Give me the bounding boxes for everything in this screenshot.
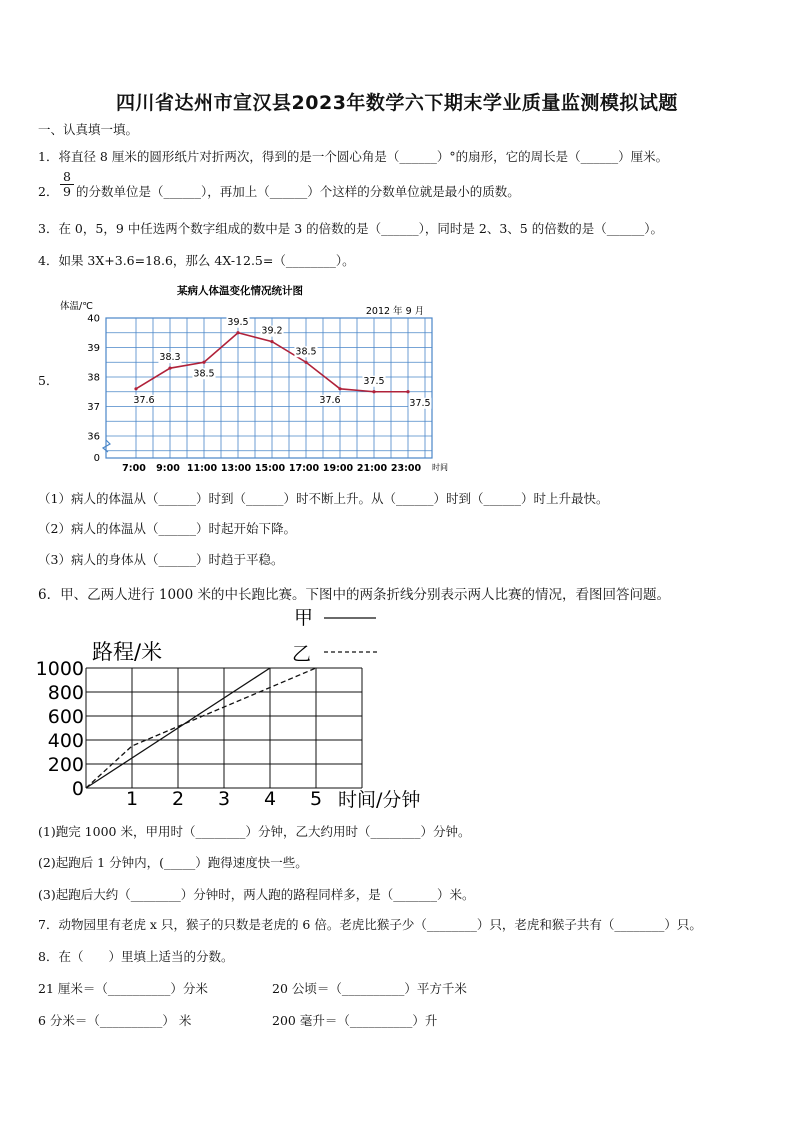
question-2-fraction — [60, 170, 74, 199]
temp-chart-data-labels — [132, 317, 431, 409]
race-y-tick: 600 — [47, 706, 84, 728]
race-legend — [292, 607, 378, 665]
question-8-item: 200 毫升＝（__________）升 — [272, 1013, 438, 1028]
race-series-yi — [86, 668, 316, 788]
question-8: 8．在（ ）里填上适当的分数。 — [38, 949, 234, 964]
race-y-tick: 0 — [71, 778, 84, 800]
temp-x-tick: 17:00 — [288, 463, 320, 474]
temp-chart-date: 2012 年 9 月 — [365, 306, 425, 317]
question-8-item: 21 厘米＝（__________）分米 — [38, 981, 208, 996]
temp-x-tick: 7:00 — [122, 463, 146, 474]
race-x-tick: 4 — [263, 788, 277, 810]
temp-data-label: 38.5 — [295, 346, 317, 358]
temp-x-tick: 11:00 — [186, 463, 218, 474]
temp-x-tick: 13:00 — [220, 463, 252, 474]
temp-y-tick: 40 — [87, 313, 100, 325]
race-y-tick: 400 — [47, 730, 84, 752]
temp-data-label: 37.6 — [319, 394, 341, 406]
race-y-tick: 200 — [47, 754, 84, 776]
temp-data-label: 38.5 — [193, 368, 215, 380]
temperature-chart — [60, 280, 460, 475]
question-5-sub2: （2）病人的体温从（______）时起开始下降。 — [38, 521, 296, 536]
race-chart-xlabel: 时间/分钟 — [338, 789, 421, 811]
legend-yi-label: 乙 — [292, 643, 312, 665]
question-2-text: 的分数单位是（______），再加上（______）个这样的分数单位就是最小的质数。 — [76, 184, 520, 199]
temp-data-point — [270, 340, 273, 343]
temp-x-tick: 23:00 — [390, 463, 422, 474]
temp-data-label: 38.3 — [159, 352, 181, 364]
temp-x-tick: 21:00 — [356, 463, 388, 474]
temp-data-label: 37.6 — [133, 394, 155, 406]
temp-chart-frame — [106, 318, 432, 458]
temp-x-tick: 9:00 — [156, 463, 180, 474]
question-6: 6．甲、乙两人进行 1000 米的中长跑比赛。下图中的两条折线分别表示两人比赛的情况，看图回答问题。 — [38, 587, 671, 603]
temp-data-point — [202, 361, 205, 364]
temp-data-label: 37.5 — [363, 375, 385, 387]
race-chart-y-ticks — [36, 658, 84, 800]
temp-data-point — [134, 387, 137, 390]
race-x-tick: 1 — [125, 788, 139, 810]
question-5-sub1: （1）病人的体温从（______）时到（______）时不断上升。从（______）时到（______）时上升最快。 — [38, 491, 609, 506]
question-4: 4．如果 3X+3.6=18.6，那么 4X-12.5=（________）。 — [38, 253, 355, 268]
temp-chart-xlabel: 时间 — [432, 463, 448, 472]
temp-y-tick: 39 — [87, 343, 100, 354]
temp-chart-grid — [103, 318, 432, 458]
question-8-item: 20 公顷＝（__________）平方千米 — [272, 981, 467, 996]
race-chart — [36, 602, 456, 814]
temp-data-point — [168, 367, 171, 370]
temp-data-label: 39.5 — [227, 316, 249, 328]
race-y-tick: 800 — [47, 682, 84, 704]
temp-chart-x-ticks — [122, 463, 421, 474]
temp-data-label: 37.5 — [409, 397, 431, 409]
race-y-tick: 1000 — [36, 658, 84, 680]
fraction-numerator: 8 — [63, 169, 71, 184]
temp-y-tick: 38 — [87, 372, 100, 384]
temp-x-tick: 15:00 — [254, 463, 286, 474]
race-x-tick: 3 — [217, 788, 231, 810]
race-chart-grid — [86, 668, 362, 788]
race-x-tick: 2 — [171, 788, 185, 810]
legend-jia-label: 甲 — [294, 607, 314, 629]
fraction-denominator: 9 — [60, 184, 74, 199]
race-chart-ylabel: 路程/米 — [92, 640, 163, 664]
temp-data-point — [406, 390, 409, 393]
page-title: 四川省达州市宣汉县2023年数学六下期末学业质量监测模拟试题 — [116, 92, 678, 114]
temp-y-tick: 37 — [87, 402, 100, 413]
race-x-tick: 5 — [309, 788, 323, 810]
temp-data-point — [236, 331, 239, 334]
question-2-number: 2． — [38, 184, 59, 199]
temp-data-point — [338, 387, 341, 390]
temp-data-point — [372, 390, 375, 393]
question-5-number: 5． — [38, 373, 59, 388]
question-3: 3．在 0，5，9 中任选两个数字组成的数中是 3 的倍数的是（______），同时是 2、3、5 的倍数的是（______）。 — [38, 221, 663, 236]
question-7: 7．动物园里有老虎 x 只，猴子的只数是老虎的 6 倍。老虎比猴子少（________）只，老虎和猴子共有（________）只。 — [38, 917, 702, 932]
question-6-sub3: (3)起跑后大约（________）分钟时，两人跑的路程同样多，是（_______）米。 — [38, 887, 475, 902]
temp-y-tick: 0 — [93, 453, 100, 464]
temp-chart-y-ticks — [87, 314, 100, 465]
race-chart-x-ticks — [126, 788, 322, 810]
temp-data-point — [304, 361, 307, 364]
question-1: 1．将直径 8 厘米的圆形纸片对折两次，得到的是一个圆心角是（______）°的扇形，它的周长是（______）厘米。 — [38, 149, 669, 164]
section-heading: 一、认真填一填。 — [38, 122, 139, 137]
question-6-sub2: (2)起跑后 1 分钟内，(_____）跑得速度快一些。 — [38, 855, 308, 870]
temp-data-label: 39.2 — [261, 325, 283, 337]
question-6-sub1: (1)跑完 1000 米，甲用时（________）分钟，乙大约用时（________）分钟。 — [38, 824, 471, 839]
question-8-item: 6 分米＝（__________） 米 — [38, 1013, 192, 1028]
temp-chart-title: 某病人体温变化情况统计图 — [177, 285, 303, 297]
temp-y-tick: 36 — [87, 431, 100, 443]
temp-x-tick: 19:00 — [322, 463, 354, 474]
temp-chart-ylabel: 体温/℃ — [60, 301, 93, 312]
question-5-sub3: （3）病人的身体从（______）时趋于平稳。 — [38, 552, 284, 567]
